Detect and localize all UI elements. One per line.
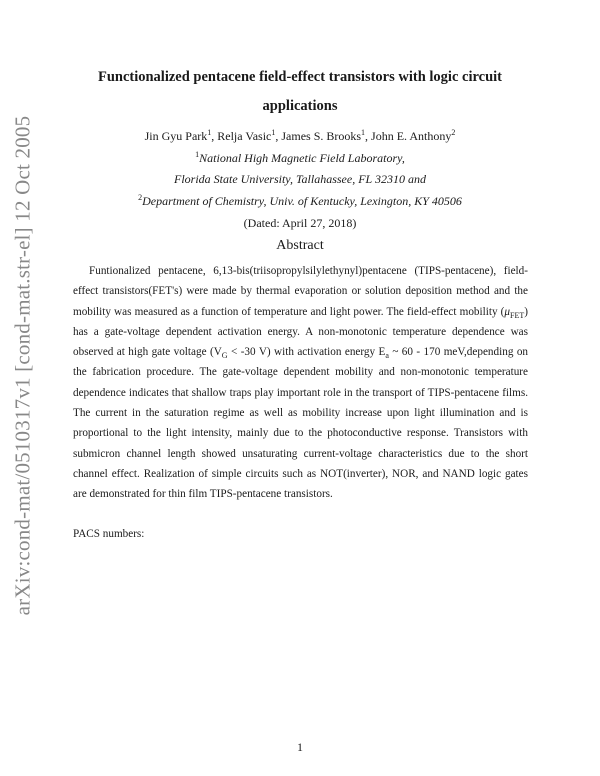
author: Jin Gyu Park$^1$, — [144, 128, 218, 143]
abstract-text: Funtionalized pentacene, 6,13-bis(triisopropylsilylethynyl)pentacene (TIPS-pentacene), field-effect transistors(FET's) were made by thermal evaporation or solution deposition method and the mobility was measured as a function of temperature and light power. The field-effect mobility $(\mu_{FET})$ has a gate-voltage dependent activation energy. A non-monotonic temperature dependence was observed at high gate voltage ($V_G < -30$ V) with activation energy $E_a$ ~ 60 - 170 meV,depending on the fabrication procedure. The gate-voltage dependent mobility and non-monotonic temperature dependence indicates that shallow traps play important role in the transport of TIPS-pentacene films. The current in the saturation regime as well as mobility increase upon light illumination and is proportional to the light intensity, mainly due to the photoconductive response. Transistors with submicron channel length showed unsaturating current-voltage characteristics due to the short channel effect. Realization of simple circuits such as NOT(inverter), NOR, and NAND logic gates are demonstrated for thin film TIPS-pentacene transistors. — [73, 265, 529, 501]
dated-line: (Dated: April 27, 2018) — [243, 216, 357, 230]
arxiv-sidebar — [0, 115, 46, 615]
author: James S. Brooks$^1$, — [281, 128, 372, 143]
author-list — [60, 128, 540, 144]
author: John E. Anthony$^2$ — [371, 128, 456, 143]
affiliation-2: $^2$Department of Chemistry, Univ. of Kentucky, Lexington, KY 40506 — [138, 193, 462, 208]
page-number: 1 — [297, 740, 303, 754]
affiliation-1-line-1: $^1$National High Magnetic Field Laboratory, — [195, 150, 405, 165]
affiliation-1-line-2: Florida State University, Tallahassee, FL 32310 and — [173, 172, 426, 186]
title-line-2: applications — [262, 98, 338, 114]
pacs-numbers: PACS numbers: — [73, 528, 145, 540]
abstract-heading: Abstract — [276, 238, 324, 253]
title-line-1: Functionalized pentacene field-effect transistors with logic circuit — [97, 69, 503, 85]
arxiv-identifier: arXiv:cond-mat/0510317v1 [cond-mat.str-el] 12 Oct 2005 — [10, 115, 35, 615]
author: Relja Vasic$^1$, — [217, 128, 282, 143]
paper-title — [60, 63, 540, 121]
